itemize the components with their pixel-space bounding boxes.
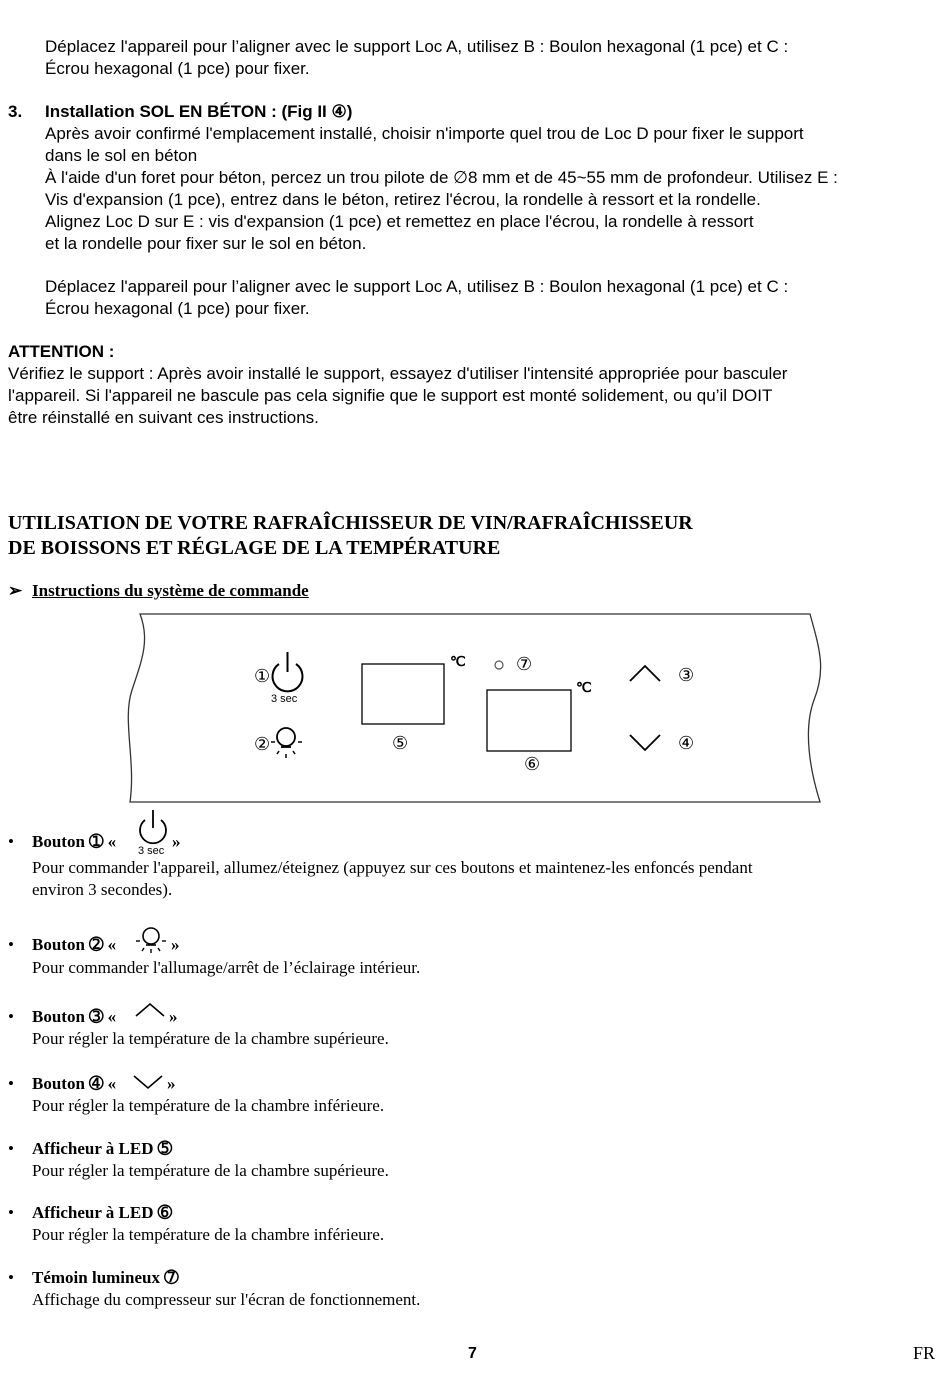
item-close: » [169,1007,178,1026]
indicator-light [495,661,503,669]
item-close: » [167,1074,176,1093]
led-display-upper [362,664,444,724]
callout-2: ② [254,734,271,754]
callout-7: ⑦ [516,654,533,674]
text-line: et la rondelle pour fixer sur le sol en béton. [45,234,367,253]
bullet: • [8,1268,14,1287]
chevron-up-icon [133,1001,167,1019]
led-display-lower [487,690,571,751]
callout-3: ③ [678,665,695,685]
text-line: Déplacez l'appareil pour l’aligner avec le support Loc A, utilisez B : Boulon hexagonal (1 pce) et C : [45,277,789,296]
text-line: l'appareil. Si l'appareil ne bascule pas cela signifie que le support est monté solidement, ou qu’il DOIT [8,386,773,405]
item-desc: Pour commander l'appareil, allumez/éteignez (appuyez sur ces boutons et maintenez-les enfoncés pendant [32,858,753,877]
bullet: • [8,1139,14,1158]
callout-5: ⑤ [392,733,409,753]
sec-label: 3 sec [138,845,165,856]
text-line: À l'aide d'un foret pour béton, percez un trou pilote de ∅8 mm et de 45~55 mm de profondeur. Utilisez E : [45,168,838,187]
text-line: Vis d'expansion (1 pce), entrez dans le béton, retirez l'écrou, la rondelle à ressort et la rondelle. [45,190,761,209]
control-panel-diagram [120,610,832,806]
language-label: FR [913,1343,936,1363]
item-title: Bouton ➀ « [32,832,117,851]
item-desc: Pour régler la température de la chambre supérieure. [32,1029,389,1048]
section-number: 3. [8,102,23,121]
item-title: Témoin lumineux ➆ [32,1268,179,1287]
text-line: Déplacez l'appareil pour l’aligner avec le support Loc A, utilisez B : Boulon hexagonal (1 pce) et C : [45,37,789,56]
text-line: Écrou hexagonal (1 pce) pour fixer. [45,299,310,318]
light-bulb-icon [133,925,169,955]
item-title: Afficheur à LED ➄ [32,1139,173,1158]
item-title: Bouton ➂ « [32,1007,117,1026]
usage-heading-line: UTILISATION DE VOTRE RAFRAÎCHISSEUR DE VIN/RAFRAÎCHISSEUR [8,512,693,534]
subheading-marker: ➢ [8,581,23,600]
section-title: Installation SOL EN BÉTON : (Fig II ④) [45,102,353,121]
bullet: • [8,1074,14,1093]
bullet: • [8,832,14,851]
text-line: dans le sol en béton [45,146,198,165]
item-desc: Affichage du compresseur sur l'écran de fonctionnement. [32,1290,421,1309]
item-desc: environ 3 secondes). [32,880,173,899]
chevron-down-icon [131,1073,165,1091]
panel-outline [128,614,820,802]
item-close: » [172,832,181,851]
attention-title: ATTENTION : [8,342,115,361]
power-icon [136,808,170,856]
text-line: Après avoir confirmé l'emplacement installé, choisir n'importe quel trou de Loc D pour fixer le support [45,124,804,143]
celsius-lower: ℃ [576,679,592,695]
sec-label: 3 sec [271,693,298,705]
item-title: Afficheur à LED ➅ [32,1203,173,1222]
callout-4: ④ [678,733,695,753]
text-line: Alignez Loc D sur E : vis d'expansion (1 pce) et remettez en place l'écrou, la rondelle à ressort [45,212,754,231]
callout-1: ① [254,666,271,686]
item-title: Bouton ➁ « [32,935,117,954]
item-desc: Pour régler la température de la chambre inférieure. [32,1096,385,1115]
celsius-upper: ℃ [450,653,466,669]
text-line: être réinstallé en suivant ces instructions. [8,408,319,427]
usage-heading-line: DE BOISSONS ET RÉGLAGE DE LA TEMPÉRATURE [8,537,501,559]
bullet: • [8,935,14,954]
item-close: » [171,935,180,954]
item-desc: Pour régler la température de la chambre supérieure. [32,1161,389,1180]
bullet: • [8,1203,14,1222]
item-title: Bouton ➃ « [32,1074,117,1093]
page-number: 7 [468,1345,477,1362]
text-line: Vérifiez le support : Après avoir installé le support, essayez d'utiliser l'intensité appropriée pour basculer [8,364,788,383]
text-line: Écrou hexagonal (1 pce) pour fixer. [45,59,310,78]
item-desc: Pour régler la température de la chambre inférieure. [32,1225,385,1244]
callout-6: ⑥ [524,754,541,774]
bullet: • [8,1007,14,1026]
subheading: Instructions du système de commande [32,581,309,600]
item-desc: Pour commander l'allumage/arrêt de l’éclairage intérieur. [32,958,421,977]
